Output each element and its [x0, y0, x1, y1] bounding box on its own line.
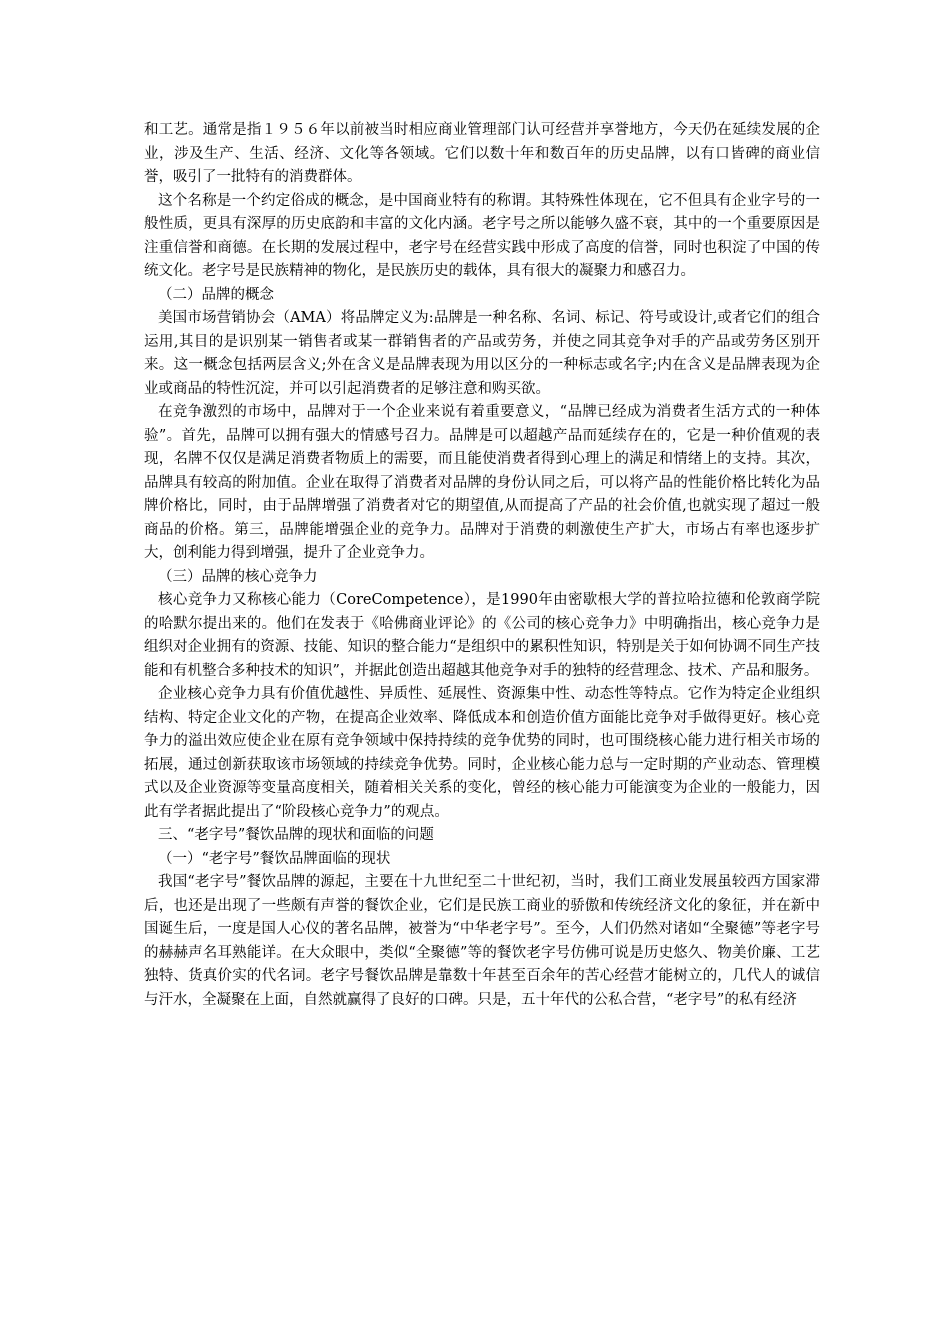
paragraph-lao-zi-hao-definition-end: 和工艺。通常是指１９５６年以前被当时相应商业管理部门认可经营并享誉地方，今天仍在延续发展的企业，涉及生产、生活、经济、文化等各领域。它们以数十年和数百年的历史品牌，以有口皆碑的商业信誉，吸引了一批特有的消费群体。: [144, 122, 820, 185]
paragraph-catering-brand-origin: 我国“老字号”餐饮品牌的源起，主要在十九世纪至二十世纪初，当时，我们工商业发展虽较西方国家滞后，也还是出现了一些颇有声誉的餐饮企业，它们是民族工商业的骄傲和传统经济文化的象征，并在新中国诞生后，一度是国人心仪的著名品牌，被誉为“中华老字号”。至今，人们仍然对诸如“全聚德”等老字号的赫赫声名耳熟能详。在大众眼中，类似“全聚德”等的餐饮老字号仿佛可说是历史悠久、物美价廉、工艺独特、货真价实的代名词。老字号餐饮品牌是靠数十年甚至百余年的苦心经营才能树立的，几代人的诚信与汗水，全凝聚在上面，自然就赢得了良好的口碑。只是，五十年代的公私合营，“老字号”的私有经济: [144, 874, 820, 1008]
document-body: [144, 119, 820, 1012]
section-heading-current-status: （一）“老字号”餐饮品牌面临的现状: [158, 850, 391, 867]
section-heading-core-competence: （三）品牌的核心竞争力: [158, 568, 318, 585]
chapter-heading-status-and-problems: 三、“老字号”餐饮品牌的现状和面临的问题: [158, 827, 434, 843]
paragraph-core-competence-origin: 核心竞争力又称核心能力（CoreCompetence），是1990年由密歇根大学的普拉哈拉德和伦敦商学院的哈默尔提出来的。他们在发表于《哈佛商业评论》的《公司的核心竞争力》中明确指出，核心竞争力是组织对企业拥有的资源、技能、知识的整合能力“是组织中的累积性知识，特别是关于如何协调不同生产技能和有机整合多种技术的知识”，并据此创造出超越其他竞争对手的独特的经营理念、技术、产品和服务。: [144, 592, 820, 679]
paragraph-lao-zi-hao-characteristics: 这个名称是一个约定俗成的概念，是中国商业特有的称谓。其特殊性体现在，它不但具有企业字号的一般性质，更具有深厚的历史底韵和丰富的文化内涵。老字号之所以能够久盛不衰，其中的一个重要原因是注重信誉和商德。在长期的发展过程中，老字号在经营实践中形成了高度的信誉，同时也积淀了中国的传统文化。老字号是民族精神的物化，是民族历史的载体，具有很大的凝聚力和感召力。: [144, 192, 820, 279]
paragraph-ama-brand-definition: 美国市场营销协会（AMA）将品牌定义为:品牌是一种名称、名词、标记、符号或设计,或者它们的组合运用,其目的是识别某一销售者或某一群销售者的产品或劳务，并使之同其竞争对手的产品或劳务区别开来。这一概念包括两层含义;外在含义是品牌表现为用以区分的一种标志或名字;内在含义是品牌表现为企业或商品的特性沉淀，并可以引起消费者的足够注意和购买欲。: [144, 310, 820, 397]
paragraph-brand-importance: 在竞争激烈的市场中，品牌对于一个企业来说有着重要意义，“品牌已经成为消费者生活方式的一种体验”。首先，品牌可以拥有强大的情感号召力。品牌是可以超越产品而延续存在的，它是一种价值观的表现，名牌不仅仅是满足消费者物质上的需要，而且能使消费者得到心理上的满足和情绪上的支持。其次，品牌具有较高的附加值。企业在取得了消费者对品牌的身份认同之后，可以将产品的性能价格比转化为品牌价格比，同时，由于品牌增强了消费者对它的期望值,从而提高了产品的社会价值,也就实现了超过一般商品的价格。第三，品牌能增强企业的竞争力。品牌对于消费的刺激使生产扩大，市场占有率也逐步扩大，创利能力得到增强，提升了企业竞争力。: [144, 404, 820, 561]
section-heading-brand-concept: （二）品牌的概念: [158, 286, 274, 303]
paragraph-core-competence-features: 企业核心竞争力具有价值优越性、异质性、延展性、资源集中性、动态性等特点。它作为特定企业组织结构、特定企业文化的产物，在提高企业效率、降低成本和创造价值方面能比竞争对手做得更好。核心竞争力的溢出效应使企业在原有竞争领域中保持持续的竞争优势的同时，也可围绕核心能力进行相关市场的拓展，通过创新获取该市场领域的持续竞争优势。同时，企业核心能力总与一定时期的产业动态、管理模式以及企业资源等变量高度相关，随着相关关系的变化，曾经的核心能力可能演变为企业的一般能力，因此有学者据此提出了“阶段核心竞争力”的观点。: [144, 686, 820, 820]
